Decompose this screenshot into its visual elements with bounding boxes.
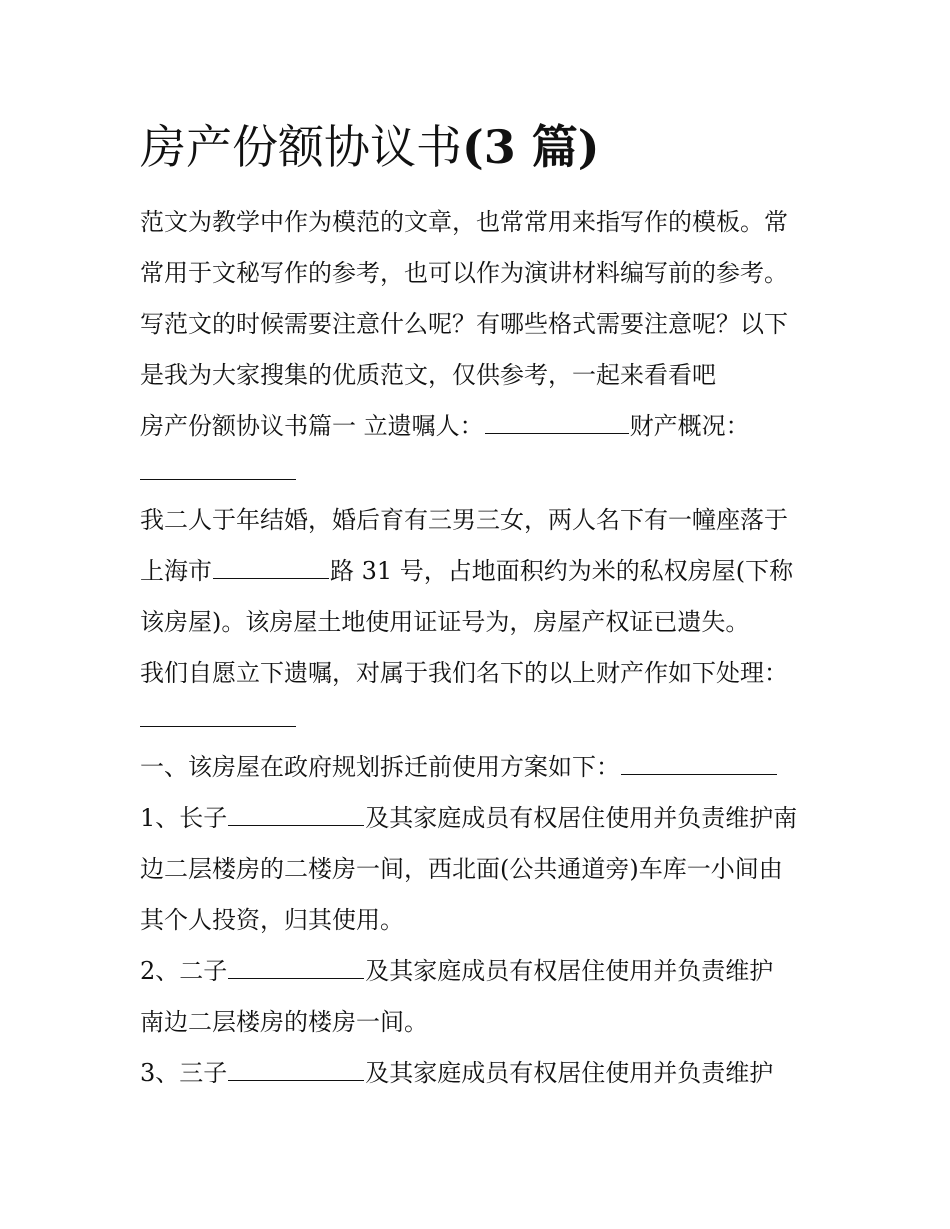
property-label: 财产概况： [629, 412, 750, 440]
marriage-line-4: 我们自愿立下遗嘱，对属于我们名下的以上财产作如下处理： [140, 659, 788, 687]
plan-heading: 一、该房屋在政府规划拆迁前使用方案如下： [140, 753, 620, 781]
item2-prefix: 2、二子 [140, 957, 228, 985]
title-main: 房产份额协议书 [140, 120, 462, 174]
item1-prefix: 1、长子 [140, 804, 228, 832]
intro-line-2: 常用于文秘写作的参考，也可以作为演讲材料编写前的参考。 [140, 259, 788, 287]
intro-line-1: 范文为教学中作为模范的文章，也常常用来指写作的模板。常 [140, 208, 788, 236]
title-count: (3 篇) [462, 120, 600, 174]
item1-line-3: 其个人投资，归其使用。 [140, 906, 404, 934]
address-rest: 路 31 号，占地面积约为米的私权房屋(下称 [330, 557, 794, 585]
marriage-line-2 [140, 554, 793, 588]
plan-heading-line [140, 750, 778, 784]
section1-heading-line [140, 409, 750, 443]
item1-suffix: 及其家庭成员有权居住使用并负责维护南 [365, 804, 798, 832]
marriage-line-3: 该房屋)。该房屋土地使用证证号为，房屋产权证已遗失。 [140, 608, 750, 636]
item2-blank [228, 956, 364, 979]
address-city: 上海市 [140, 557, 212, 585]
document-title [140, 117, 600, 177]
item2-line-1 [140, 954, 773, 988]
item3-blank [228, 1058, 364, 1081]
intro-line-3: 写范文的时候需要注意什么呢？有哪些格式需要注意呢？以下 [140, 310, 788, 338]
section1-heading: 房产份额协议书篇一 立遗嘱人： [140, 412, 484, 440]
intro-line-4: 是我为大家搜集的优质范文，仅供参考，一起来看看吧 [140, 361, 716, 389]
item3-prefix: 3、三子 [140, 1059, 228, 1087]
plan-blank [621, 752, 777, 775]
item1-blank [228, 803, 364, 826]
road-blank [213, 556, 329, 579]
item1-line-2: 边二层楼房的二楼房一间，西北面(公共通道旁)车库一小间由 [140, 855, 783, 883]
item1-line-1 [140, 801, 797, 835]
property-blank [140, 479, 296, 480]
item2-line-2: 南边二层楼房的楼房一间。 [140, 1008, 428, 1036]
item3-suffix: 及其家庭成员有权居住使用并负责维护 [365, 1059, 774, 1087]
item2-suffix: 及其家庭成员有权居住使用并负责维护 [365, 957, 774, 985]
item3-line-1 [140, 1056, 773, 1090]
disposal-blank [140, 726, 296, 727]
testator-blank [485, 411, 629, 434]
marriage-line-1: 我二人于年结婚，婚后育有三男三女，两人名下有一幢座落于 [140, 506, 788, 534]
